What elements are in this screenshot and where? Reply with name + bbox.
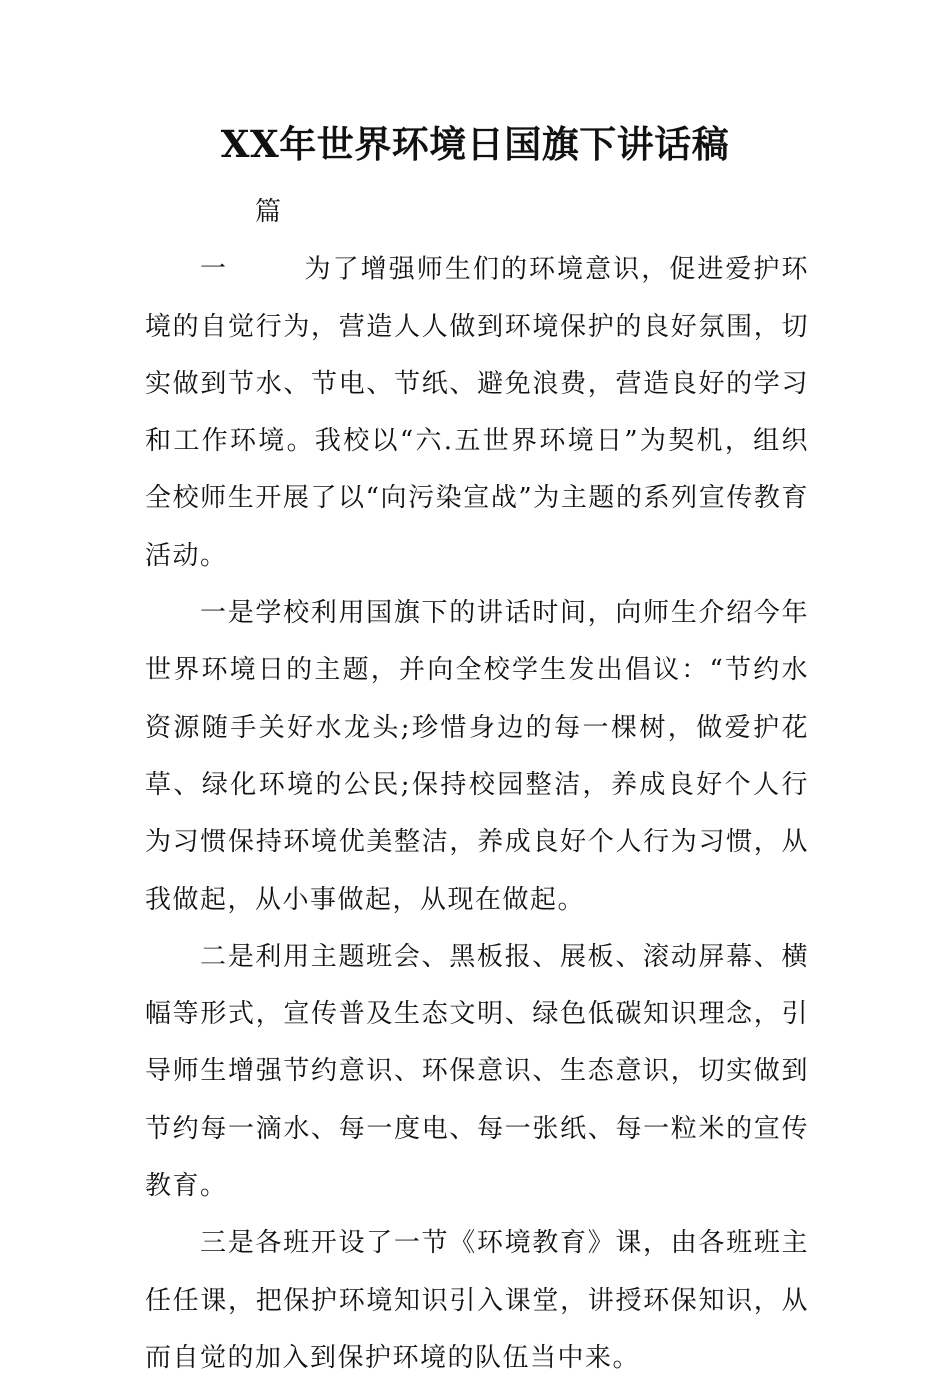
paragraph-1-text: 为了增强师生们的环境意识，促进爱护环境的自觉行为，营造人人做到环境保护的良好氛围，切实做到节水、节电、节纸、避免浪费，营造良好的学习和工作环境。我校以“六.五世界环境日”为契机，组织全校师生开展了以“向污染宣战”为主题的系列宣传教育活动。: [145, 254, 809, 571]
paragraph-2: 一是学校利用国旗下的讲话时间，向师生介绍今年世界环境日的主题，并向全校学生发出倡议：“节约水资源随手关好水龙头;珍惜身边的每一棵树，做爱护花草、绿化环境的公民;保持校园整洁，养成良好个人行为习惯保持环境优美整洁，养成良好个人行为习惯，从我做起，从小事做起，从现在做起。: [145, 598, 809, 915]
paragraph-1: [145, 184, 809, 585]
document-body: [145, 184, 809, 1387]
document-title: XX年世界环境日国旗下讲话稿: [220, 122, 730, 166]
paragraph-4: 三是各班开设了一节《环境教育》课，由各班班主任任课，把保护环境知识引入课堂，讲授环保知识，从而自觉的加入到保护环境的队伍当中来。: [145, 1228, 809, 1373]
paragraph-3: 二是利用主题班会、黑板报、展板、滚动屏幕、横幅等形式，宣传普及生态文明、绿色低碳知识理念，引导师生增强节约意识、环保意识、生态意识，切实做到节约每一滴水、每一度电、每一张纸、每一粒米的宣传教育。: [145, 941, 809, 1202]
section-label: 篇一: [200, 197, 283, 285]
